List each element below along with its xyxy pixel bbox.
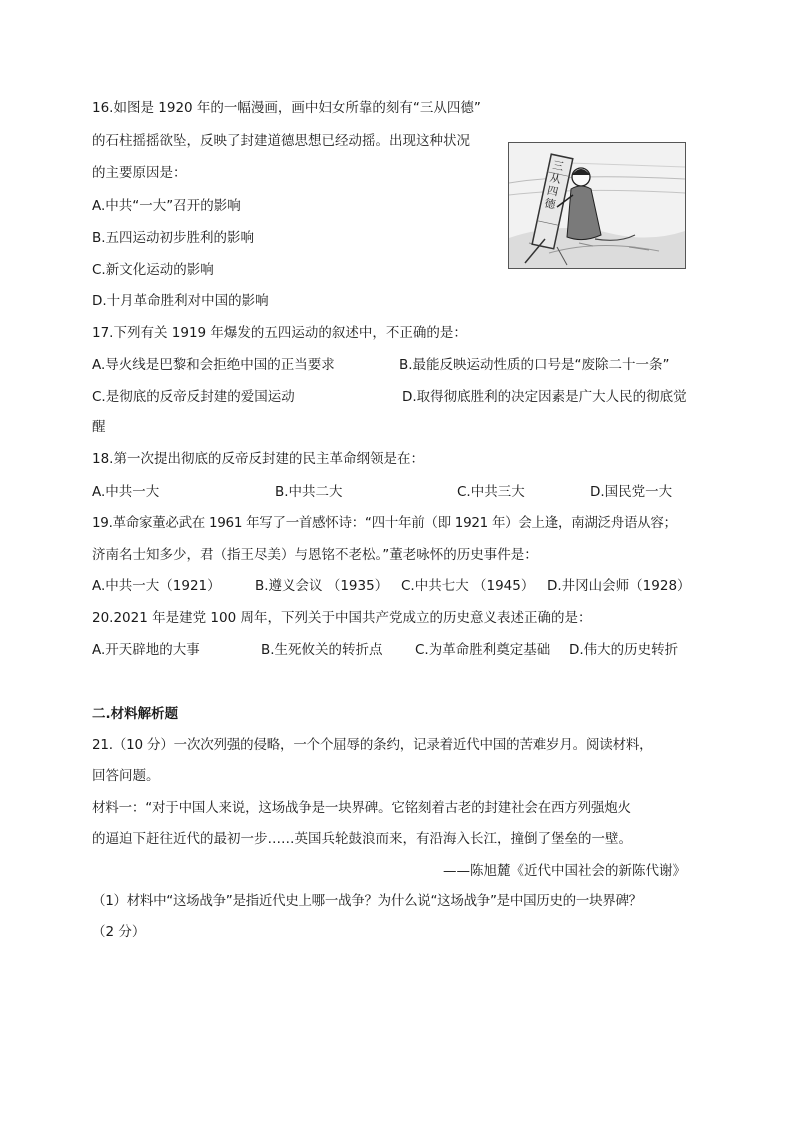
q17-option-c: C.是彻底的反帝反封建的爱国运动 xyxy=(92,389,295,405)
q16-stem-line3: 的主要原因是： xyxy=(92,165,187,181)
section2-heading: 二.材料解析题 xyxy=(92,706,179,722)
q16-stem-line2: 的石柱摇摇欲坠，反映了封建道德思想已经动摇。出现这种状况 xyxy=(92,133,470,149)
q19-option-d: D.井冈山会师（1928） xyxy=(547,578,691,594)
q21-source: ——陈旭麓《近代中国社会的新陈代谢》 xyxy=(443,863,686,879)
cartoon-image xyxy=(508,142,686,269)
q21-stem-line2: 回答问题。 xyxy=(92,768,160,784)
q21-sub1-line2: （2 分） xyxy=(92,924,146,940)
q21-material-line2: 的逼迫下赶往近代的最初一步……英国兵轮鼓浪而来，有沿海入长江，撞倒了堡垒的一壁。 xyxy=(92,831,632,847)
q21-stem-line1: 21.（10 分）一次次列强的侵略，一个个屈辱的条约，记录着近代中国的苦难岁月。阅读材料， xyxy=(92,737,653,753)
q17-option-a: A.导火线是巴黎和会拒绝中国的正当要求 xyxy=(92,357,335,373)
q19-option-c: C.中共七大 （1945） xyxy=(401,578,535,594)
q18-option-a: A.中共一大 xyxy=(92,484,160,500)
q17-stem: 17.下列有关 1919 年爆发的五四运动的叙述中，不正确的是： xyxy=(92,325,467,341)
q16-option-b: B.五四运动初步胜利的影响 xyxy=(92,230,255,246)
q19-stem-line2: 济南名士知多少，君（指王尽美）与恩铭不老松。”董老咏怀的历史事件是： xyxy=(92,547,538,563)
q20-option-c: C.为革命胜利奠定基础 xyxy=(415,642,551,658)
q18-stem: 18.第一次提出彻底的反帝反封建的民主革命纲领是在： xyxy=(92,451,424,467)
q20-stem: 20.2021 年是建党 100 周年，下列关于中国共产党成立的历史意义表述正确的是： xyxy=(92,610,592,626)
q18-option-d: D.国民党一大 xyxy=(590,484,673,500)
q20-option-d: D.伟大的历史转折 xyxy=(569,642,679,658)
q19-stem-line1: 19.革命家董必武在 1961 年写了一首感怀诗：“四十年前（即 1921 年）会上逢，南湖泛舟语从容； xyxy=(92,515,677,531)
q16-option-c: C.新文化运动的影响 xyxy=(92,262,214,278)
q18-option-b: B.中共二大 xyxy=(275,484,343,500)
q20-option-b: B.生死攸关的转折点 xyxy=(261,642,383,658)
cartoon-pillar-text: 三从四德 xyxy=(543,158,565,212)
q21-sub1-line1: （1）材料中“这场战争”是指近代史上哪一战争？为什么说“这场战争”是中国历史的一块界碑？ xyxy=(92,893,642,909)
q19-option-b: B.遵义会议 （1935） xyxy=(255,578,389,594)
q17-option-d-wrap: 醒 xyxy=(92,419,106,435)
cartoon-drawing xyxy=(509,143,685,268)
q18-option-c: C.中共三大 xyxy=(457,484,525,500)
q16-stem-line1: 16.如图是 1920 年的一幅漫画，画中妇女所靠的刻有“三从四德” xyxy=(92,100,481,116)
q17-option-d: D.取得彻底胜利的决定因素是广大人民的彻底觉 xyxy=(402,389,687,405)
q19-option-a: A.中共一大（1921） xyxy=(92,578,221,594)
q21-material-line1: 材料一：“对于中国人来说，这场战争是一块界碑。它铭刻着古老的封建社会在西方列强炮火 xyxy=(92,800,631,816)
q16-option-d: D.十月革命胜利对中国的影响 xyxy=(92,293,269,309)
q16-option-a: A.中共“一大”召开的影响 xyxy=(92,198,241,214)
q17-option-b: B.最能反映运动性质的口号是“废除二十一条” xyxy=(399,357,670,373)
q20-option-a: A.开天辟地的大事 xyxy=(92,642,200,658)
